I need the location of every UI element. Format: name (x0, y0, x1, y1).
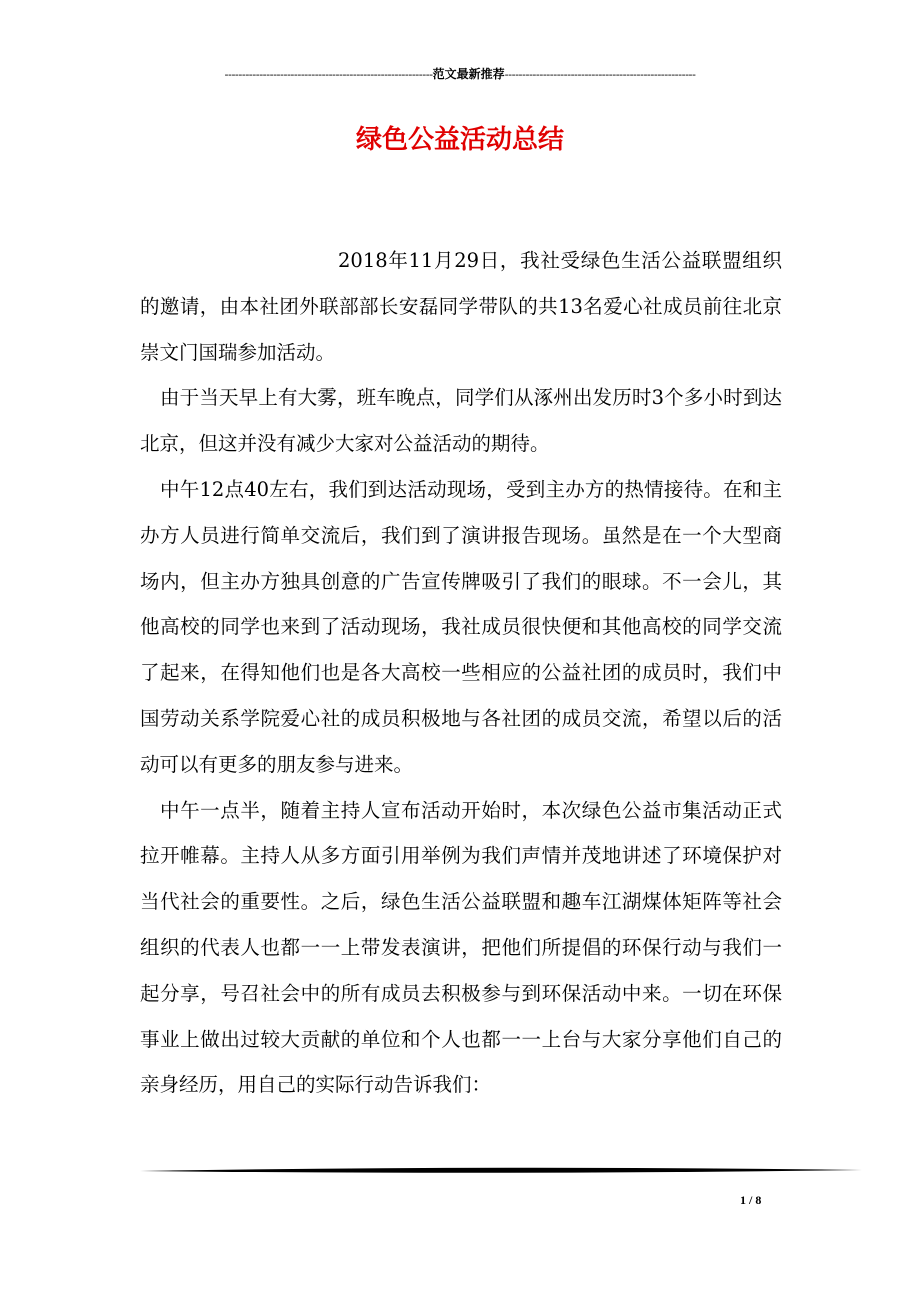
header-dashes-right: ------------------------------------------------------- (504, 68, 696, 81)
page-number: 1 / 8 (740, 1193, 762, 1207)
document-body (140, 238, 782, 1108)
header-label: 范文最新推荐 (432, 67, 505, 81)
paragraph-2: 由于当天早上有大雾，班车晚点，同学们从涿州出发历时3个多小时到达北京，但这并没有减少大家对公益活动的期待。 (140, 386, 782, 456)
footer-divider (140, 1164, 862, 1178)
paragraph-1: 2018年11月29日，我社受绿色生活公益联盟组织的邀请，由本社团外联部部长安磊同学带队的共13名爱心社成员前往北京崇文门国瑞参加活动。 (140, 249, 782, 364)
paragraph-3: 中午12点40左右，我们到达活动现场，受到主办方的热情接待。在和主办方人员进行简单交流后，我们到了演讲报告现场。虽然是在一个大型商场内，但主办方独具创意的广告宣传牌吸引了我们的眼球。不一会儿，其他高校的同学也来到了活动现场，我社成员很快便和其他高校的同学交流了起来，在得知他们也是各大高校一些相应的公益社团的成员时，我们中国劳动关系学院爱心社的成员积极地与各社团的成员交流，希望以后的活动可以有更多的朋友参与进来。 (140, 477, 782, 776)
paragraph-4: 中午一点半，随着主持人宣布活动开始时，本次绿色公益市集活动正式拉开帷幕。主持人从多方面引用举例为我们声情并茂地讲述了环境保护对当代社会的重要性。之后，绿色生活公益联盟和趣车江湖煤体矩阵等社会组织的代表人也都一一上带发表演讲，把他们所提倡的环保行动与我们一起分享，号召社会中的所有成员去积极参与到环保活动中来。一切在环保事业上做出过较大贡献的单位和个人也都一一上台与大家分享他们自己的亲身经历，用自己的实际行动告诉我们： (140, 798, 782, 1097)
page-header (140, 66, 780, 83)
document-title: 绿色公益活动总结 (355, 125, 564, 155)
header-dashes-left: ------------------------------------------------------------ (224, 68, 433, 81)
